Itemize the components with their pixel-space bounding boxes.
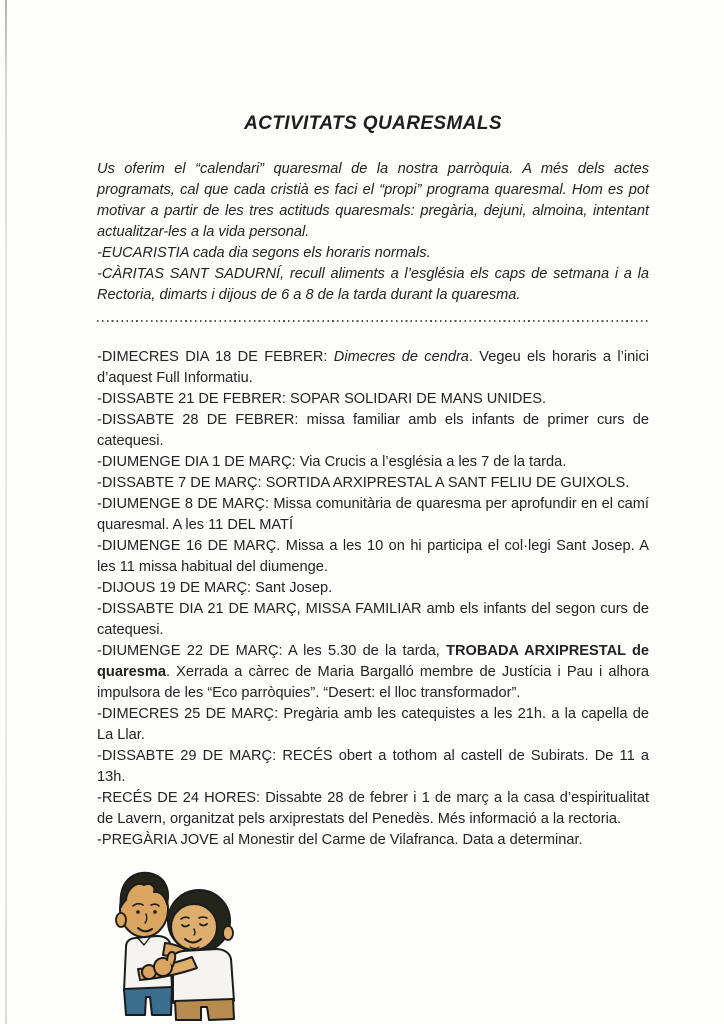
page-title: ACTIVITATS QUARESMALS bbox=[244, 113, 502, 134]
event-text-run: -DIUMENGE 16 DE MARÇ. Missa a les 10 on hi participa el col·legi Sant Josep. A les 11 missa habitual del diumenge. bbox=[97, 538, 649, 575]
intro-note: -CÀRITAS SANT SADURNÍ, recull aliments a l’església els caps de setmana i a la Rectoria, dimarts i dijous de 6 a 8 de la tarda durant la quaresma. bbox=[97, 266, 649, 303]
event-item bbox=[97, 473, 649, 494]
event-item bbox=[97, 536, 649, 578]
event-text-run: -DIUMENGE 8 DE MARÇ: Missa comunitària de quaresma per aprofundir en el camí quaresmal. A les 11 DEL MATÍ bbox=[97, 496, 649, 533]
event-item bbox=[97, 347, 649, 389]
event-text-run: -RECÉS DE 24 HORES: Dissabte 28 de febrer i 1 de març a la casa d’espiritualitat de Lavern, organitzat pels arxiprestats del Penedès. Més informació a la rectoria. bbox=[97, 790, 649, 827]
event-text-run: -DIMECRES 25 DE MARÇ: Pregària amb les catequistes a les 21h. a la capella de La Llar. bbox=[97, 706, 649, 743]
hugging-friends-illustration bbox=[93, 867, 243, 1024]
dotted-divider bbox=[97, 319, 649, 322]
event-item bbox=[97, 389, 649, 410]
event-text-run: -DISSABTE 21 DE FEBRER: SOPAR SOLIDARI DE MANS UNIDES. bbox=[97, 391, 546, 407]
event-item bbox=[97, 788, 649, 830]
event-item bbox=[97, 494, 649, 536]
event-item bbox=[97, 410, 649, 452]
event-text-run: . Vegeu els horaris a l’inici d’aquest Full Informatiu. bbox=[97, 349, 649, 386]
right-figure bbox=[168, 890, 234, 1020]
event-text-run: -DISSABTE 7 DE MARÇ: SORTIDA ARXIPRESTAL A SANT FELIU DE GUIXOLS. bbox=[97, 475, 630, 491]
event-text-run: -DISSABTE 28 DE FEBRER: missa familiar amb els infants de primer curs de catequesi. bbox=[97, 412, 649, 449]
event-item bbox=[97, 830, 649, 851]
event-item bbox=[97, 746, 649, 788]
event-text-run: . Xerrada a càrrec de Maria Bargalló membre de Justícia i Pau i alhora impulsora de les “Eco parròquies”. “Desert: el lloc transformador”. bbox=[97, 664, 649, 701]
event-text-run: -DISSABTE 29 DE MARÇ: RECÉS obert a tothom al castell de Subirats. De 11 a 13h. bbox=[97, 748, 649, 785]
document-content bbox=[97, 0, 649, 1024]
event-text-run: -DIJOUS 19 DE MARÇ: Sant Josep. bbox=[97, 580, 333, 596]
intro-note: -EUCARISTIA cada dia segons els horaris normals. bbox=[97, 245, 431, 261]
event-text-run: -DIMECRES DIA 18 DE FEBRER: bbox=[97, 349, 334, 365]
event-text-run: -DIUMENGE DIA 1 DE MARÇ: Via Crucis a l’església a les 7 de la tarda. bbox=[97, 454, 567, 470]
intro-notes bbox=[97, 243, 649, 306]
event-text-run: TROBADA ARXIPRESTAL de quaresma bbox=[97, 643, 649, 680]
intro-paragraph: Us oferim el “calendari” quaresmal de la nostra parròquia. A més dels actes programats, cal que cada cristià es faci el “propi” programa quaresmal. Hom es pot motivar a partir de les tres actituds quaresmals: pregària, dejuni, almoina, intentant actualitzar-les a la vida personal. bbox=[97, 161, 649, 240]
event-text-run: -DIUMENGE 22 DE MARÇ: A les 5.30 de la tarda, bbox=[97, 643, 447, 659]
scan-artifact-line bbox=[5, 0, 7, 1024]
event-text-run: -PREGÀRIA JOVE al Monestir del Carme de Vilafranca. Data a determinar. bbox=[97, 832, 583, 848]
event-item bbox=[97, 704, 649, 746]
event-item bbox=[97, 578, 649, 599]
events-list bbox=[97, 347, 649, 851]
event-item bbox=[97, 641, 649, 704]
event-text-run: -DISSABTE DIA 21 DE MARÇ, MISSA FAMILIAR amb els infants del segon curs de catequesi. bbox=[97, 601, 649, 638]
event-item bbox=[97, 599, 649, 641]
event-text-run: Dimecres de cendra bbox=[333, 349, 469, 365]
event-item bbox=[97, 452, 649, 473]
